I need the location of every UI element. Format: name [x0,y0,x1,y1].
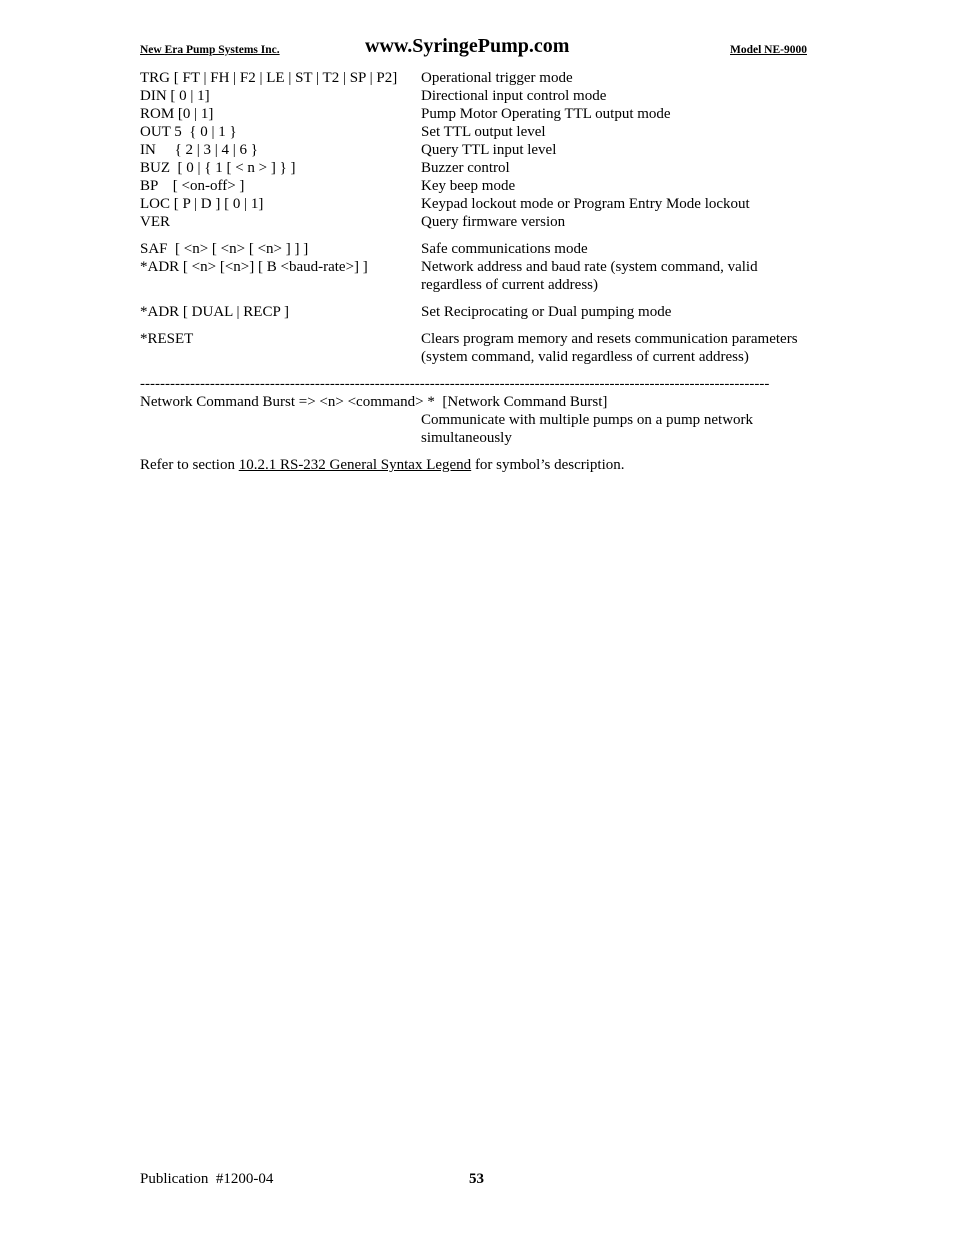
command-syntax: ROM [0 | 1] [140,106,214,122]
command-description: Buzzer control [421,160,510,176]
command-description: Set Reciprocating or Dual pumping mode [421,304,672,320]
command-syntax: *ADR [ DUAL | RECP ] [140,304,289,320]
command-syntax: BUZ [ 0 | { 1 [ < n > ] } ] [140,160,296,176]
command-description: Clears program memory and resets communication parameters (system command, valid regardless of current address) [421,331,798,365]
command-row [140,105,820,123]
header-website[interactable]: www.SyringePump.com [365,35,570,57]
command-row [140,141,820,159]
command-syntax: SAF [ <n> [ <n> [ <n> ] ] ] [140,241,309,257]
refer-suffix: for symbol’s description. [471,457,625,473]
command-group-1 [140,69,820,231]
refer-sentence [140,456,820,474]
footer-publication: Publication #1200-04 [140,1171,274,1187]
command-syntax: VER [140,214,170,230]
command-description: Directional input control mode [421,88,607,104]
command-row [140,69,820,87]
syntax-legend-link[interactable]: 10.2.1 RS-232 General Syntax Legend [238,457,472,473]
dashed-separator: ------------------------------------------------------------------------------------------------------------------------------ [140,376,770,392]
command-row [140,159,820,177]
command-syntax: OUT 5 { 0 | 1 } [140,124,237,140]
command-description: Network address and baud rate (system command, valid regardless of current address) [421,259,758,293]
command-syntax: DIN [ 0 | 1] [140,88,210,104]
command-description: Set TTL output level [421,124,546,140]
header-model: Model NE-9000 [730,44,807,56]
command-group-3 [140,303,820,321]
network-burst-syntax: Network Command Burst => <n> <command> * [Network Command Burst] [140,394,608,410]
command-description: Keypad lockout mode or Program Entry Mode lockout [421,196,750,212]
command-description: Query firmware version [421,214,566,230]
command-description: Pump Motor Operating TTL output mode [421,106,671,122]
command-row [140,303,820,321]
refer-prefix: Refer to section [140,457,239,473]
command-row [140,123,820,141]
command-syntax: LOC [ P | D ] [ 0 | 1] [140,196,264,212]
command-description: Query TTL input level [421,142,557,158]
network-burst-description: Communicate with multiple pumps on a pump network simultaneously [421,412,754,446]
command-row [140,240,820,258]
command-row [140,177,820,195]
command-group-2 [140,240,820,294]
command-description: Key beep mode [421,178,516,194]
header-company: New Era Pump Systems Inc. [140,44,280,56]
command-row [140,195,820,213]
command-syntax: *RESET [140,331,194,347]
command-syntax: IN { 2 | 3 | 4 | 6 } [140,142,258,158]
command-syntax: BP [ <on-off> ] [140,178,245,194]
command-group-4 [140,330,820,366]
command-row [140,87,820,105]
footer-page-number: 53 [469,1171,484,1187]
command-list [140,69,820,474]
command-row [140,330,820,366]
command-row [140,213,820,231]
command-row [140,258,820,294]
command-description: Safe communications mode [421,241,588,257]
command-description: Operational trigger mode [421,70,573,86]
command-syntax: *ADR [ <n> [<n>] [ B <baud-rate>] ] [140,259,368,275]
command-syntax: TRG [ FT | FH | F2 | LE | ST | T2 | SP | P2] [140,70,398,86]
